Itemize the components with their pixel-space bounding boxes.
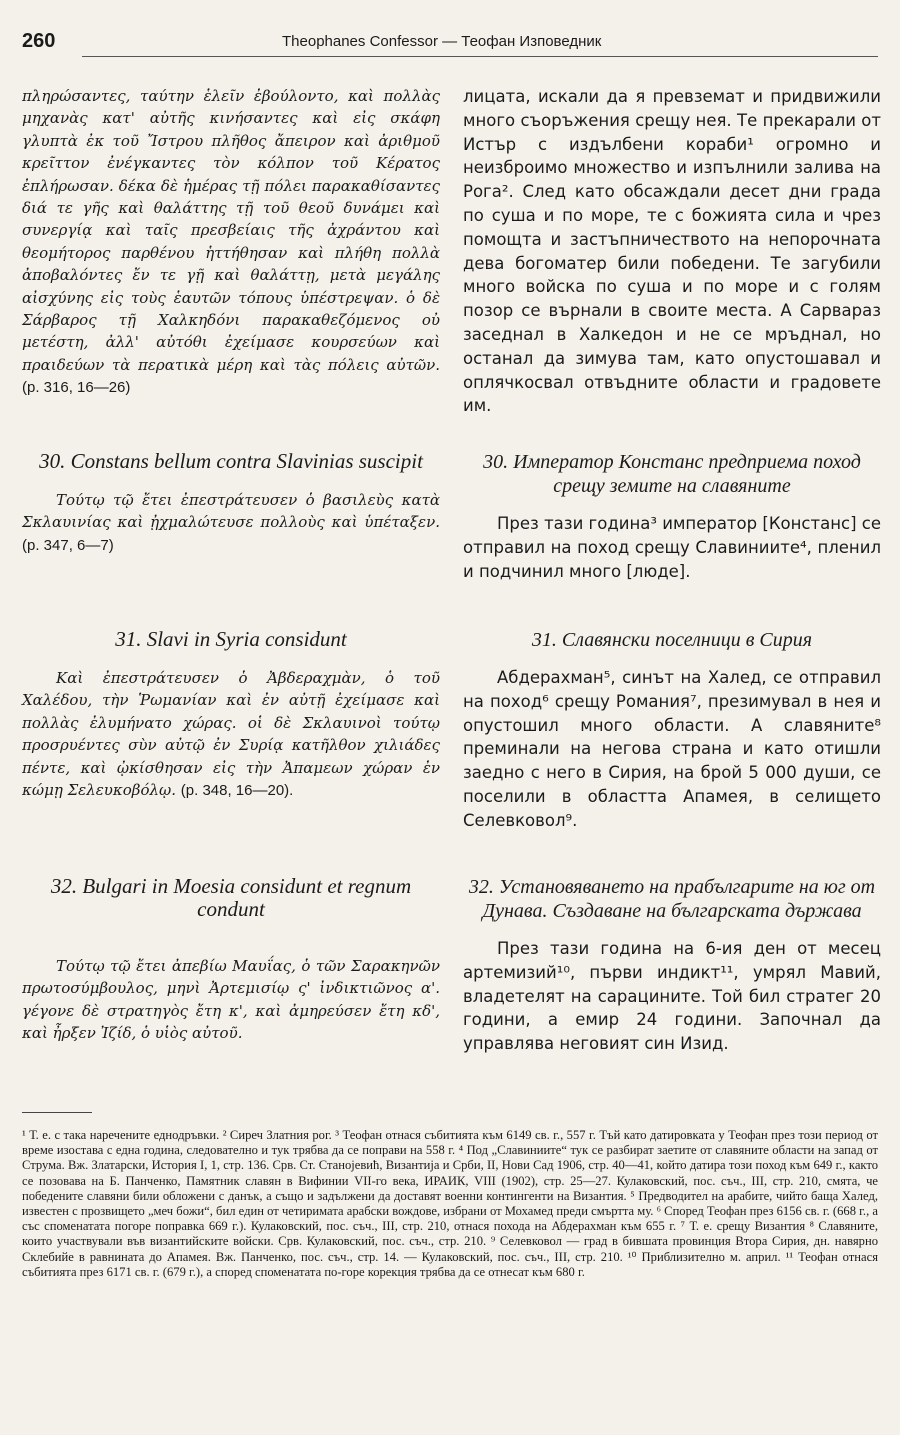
page-header — [22, 30, 878, 60]
greek-text: πληρώσαντες, ταύτην ἑλεῖν ἐβούλοντο, καὶ πολλὰς μηχανὰς κατ' αὐτῆς κινήσαντες καὶ εἰς σκάφη γλυπτὰ ἐκ τοῦ Ἴστρου πλῆθος ἄπειρον καὶ ἀριθμοῦ κρεῖττον ἐνέγκαντες τὸν κόλπον τοῦ Κέρατος ἐπλήρωσαν. δέκα δὲ ἡμέρας τῇ πόλει παρακαθίσαντες διά τε γῆς καὶ θαλάττης τῇ τοῦ θεοῦ δυνάμει καὶ συνεργίᾳ καὶ ταῖς πρεσβείαις τῆς ἀχράντου καὶ θεομήτορος παρθένου ἡττήθησαν καὶ πλήθη πολλὰ ἀποβαλόντες ἔν τε γῇ καὶ θαλάττῃ, μετὰ μεγάλης αἰσχύνης εἰς τοὺς ἑαυτῶν τόπους ὑπέστρεψαν. ὁ δὲ Σάρβαρος τῇ Χαλκηδόνι παρακαθεζόμενος οὐ μετέστη, ἀλλ' αὐτόθι ἐχείμασε κουρσεύων καὶ πραιδεύων τὰ περατικὰ μέρη καὶ τὰς πόλεις αὐτῶν. — [22, 87, 440, 374]
section-title-bulgarian: 30. Император Констанс предприема поход срещу земите на славяните — [483, 451, 861, 497]
footnote-rule — [22, 1112, 92, 1113]
greek-text: Τούτῳ τῷ ἔτει ἐπεστράτευσεν ὁ βασιλεὺς κατὰ Σκλαυινίας καὶ ᾐχμαλώτευσε πολλοὺς καὶ ὑπέταξεν. — [22, 491, 440, 532]
section-30-latin — [22, 450, 440, 557]
section-title-bulgarian: 31. Славянски поселници в Сирия — [531, 629, 813, 651]
page-reference: (p. 347, 6—7) — [22, 536, 114, 554]
section-31-latin — [22, 628, 440, 802]
bulgarian-text: Абдерахман⁵, синът на Халед, се отправил на поход⁶ срещу Романия⁷, презимувал в нея и опустошил много области. А славяните⁸ преминали на негова страна и като отишли заедно с него в Сирия, на брой 5 000 души, се поселили в областта Апамея, в селището Селевковол⁹. — [463, 668, 881, 830]
page-number: 260 — [22, 30, 56, 52]
section-30-bulgarian — [463, 450, 881, 583]
footnotes: ¹ Т. е. с така наречените еднодръвки. ² Сиреч Златния рог. ³ Теофан отнася събитията към 6149 св. г., 557 г. Тъй като датировката у Теофан през този период от време изостава с една година, следователно и тук трябва да се поправи на 558 г. ⁴ Под „Славиниите“ тук се разбират заетите от славяните области на запад от Струма. Вж. Златарски, История I, 1, стр. 136. Срв. Ст. Станојевић, Византија и Срби, II, Нови Сад 1906, стр. 40—41, който датира този поход към 649 г., както се позовава на Б. Панченко, Памятник славян в Вифинии VII-го века, ИРАИК, VIII (1902), стр. 25—27. Кулаковский, пос. съч., III, стр. 210, смята, че победените славяни били обложени с данък, а също и задължени да доставят военни контингенти на Византия. ⁵ Предводител на арабите, чийто баща Халед, известен с прозвището „меч божи“, бил един от четиримата арабски вождове, избрани от Мохамед преди смъртта му. ⁶ Според Теофан през 6156 св. г. (668 г., а със споменатата погоре поправка 669 г.). Кулаковский, пос. съч., III, стр. 210, отнася похода на Абдерахман към 655 г. ⁷ Т. е. срещу Византия ⁸ Славяните, които участвували във византийските войски. Срв. Кулаковский, пос. съч., стр. 210. ⁹ Селевковол — град в бившата провинция Втора Сирия, дн. навярно Склебийе в равнината до Апамея. Вж. Панченко, пос. съч., стр. 14. — Кулаковский, пос. съч., III, стр. 210. ¹⁰ Приблизително м. април. ¹¹ Теофан отнася събитията през 6171 св. г. (679 г.), а според споменатата по-горе корекция трябва да се отнесат към 680 г. — [22, 1128, 878, 1279]
bulgarian-text: През тази година³ император [Констанс] се отправил на поход срещу Славиниите⁴, пленил и подчинил много [люде]. — [463, 514, 881, 581]
greek-text: Καὶ ἐπεστράτευσεν ὁ Ἀβδεραχμὰν, ὁ τοῦ Χαλέδου, τὴν Ῥωμανίαν καὶ ἐν αὐτῇ ἐχείμασε καὶ πολλὰς ἐλυμήνατο χώρας. οἱ δὲ Σκλαυινοὶ τούτῳ προσρυέντες σὺν αὐτῷ ἐν Συρίᾳ κατῆλθον χιλιάδες πέντε, καὶ ᾠκίσθησαν εἰς τὴν Ἀπαμεων χώραν ἐν κώμῃ Σελευκοβόλῳ. — [22, 669, 440, 800]
bulgarian-text: През тази година на 6-ия ден от месец артемизий¹⁰, първи индикт¹¹, умрял Мавий, владетелят на сарацините. Той бил стратег 20 години, а емир 24 години. Започнал да управлява неговият син Изид. — [463, 939, 881, 1054]
bulgarian-text: лицата, искали да я превземат и придвижили много съоръжения срещу нея. Те прекарали от Истър с издълбени кораби¹ огромно и неизброимо множество и изпълнили залива на Рога². След като обсаждали десет дни града по суша и по море, те с божията сила и чрез помощта и застъпничеството на непорочната дева богоматер били победени. Те загубили много войска по суша и по море и с голям позор се върнали в своите места. А Сарвараз заседнал в Халкедон и не се мръднал, но останал да зимува там, като опустошавал и оплячкосвал отвъдните области и градовете им. — [463, 87, 881, 416]
page-reference: (p. 348, 16—20). — [180, 782, 294, 800]
section-title-latin: 32. Bulgari in Moesia considunt et regnum condunt — [50, 874, 412, 921]
section-32-latin — [22, 875, 440, 1045]
header-rule — [82, 56, 878, 57]
section-title-bulgarian: 32. Установяването на прабългарите на юг от Дунава. Създаване на българската държава — [468, 876, 876, 922]
greek-text: Τούτῳ τῷ ἔτει ἀπεβίω Μαυΐας, ὁ τῶν Σαρακηνῶν πρωτοσύμβουλος, μηνὶ Ἀρτεμισίῳ ς' ἰνδικτιῶνος α'. γέγονε δὲ στρατηγὸς ἔτη κ', καὶ ἀμηρεύσεν ἔτη κδ', καὶ ἦρξεν Ἰζίδ, ὁ υἱὸς αὐτοῦ. — [22, 957, 440, 1043]
section-title-latin: 30. Constans bellum contra Slavinias suscipit — [39, 449, 423, 473]
bulgarian-passage-29 — [463, 85, 881, 418]
running-title: Theophanes Confessor — Теофан Изповедник — [282, 33, 602, 50]
section-31-bulgarian — [463, 628, 881, 833]
page-reference: (p. 316, 16—26) — [22, 379, 131, 397]
greek-passage-29 — [22, 85, 440, 400]
section-32-bulgarian — [463, 875, 881, 1056]
section-title-latin: 31. Slavi in Syria considunt — [115, 627, 347, 651]
